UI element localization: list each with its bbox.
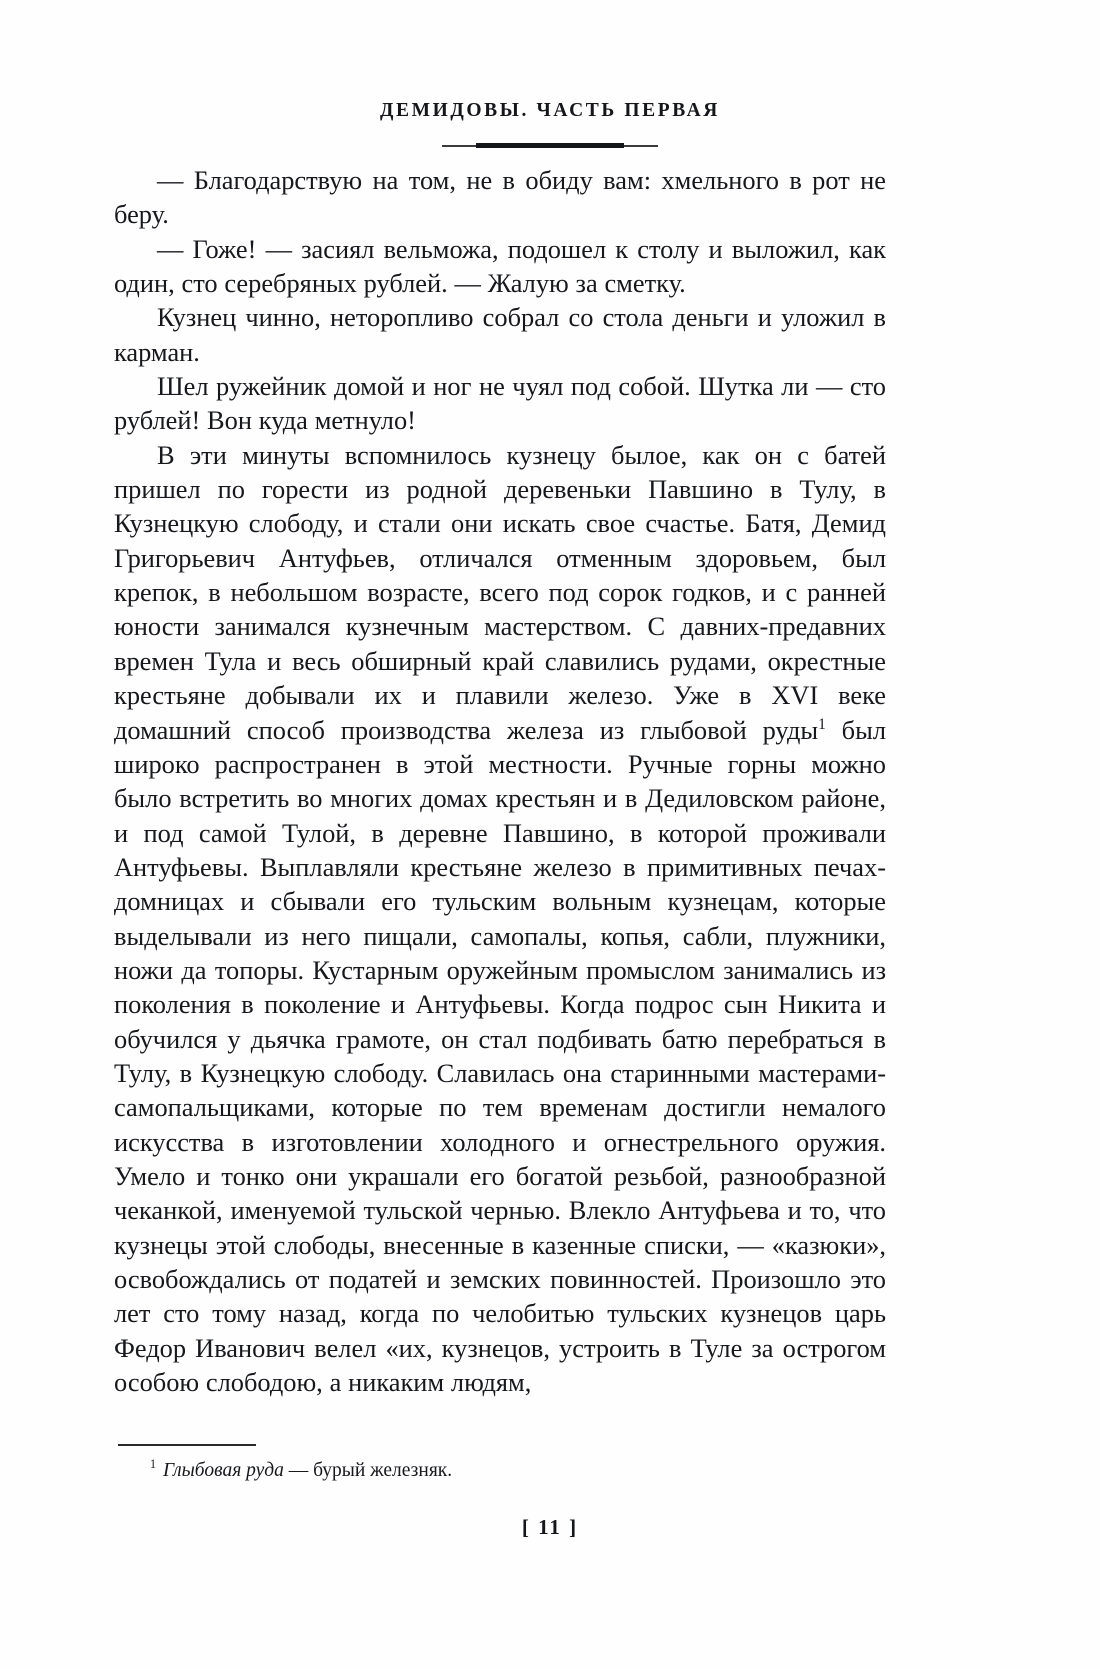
header-rule-thick-line bbox=[476, 143, 624, 148]
footnote-area bbox=[114, 1444, 886, 1484]
running-head bbox=[0, 100, 1100, 122]
paragraph-3: Кузнец чинно, неторопливо собрал со стола деньги и уложил в карман. bbox=[114, 302, 886, 367]
footnote-separator-rule bbox=[118, 1444, 256, 1446]
footnote-definition: — бурый железняк. bbox=[283, 1459, 453, 1481]
page-folio bbox=[0, 1515, 1100, 1540]
footnote-reference-marker[interactable]: 1 bbox=[818, 715, 826, 733]
body-text-block bbox=[114, 163, 886, 1399]
paragraph-4: Шел ружейник домой и ног не чуял под собой. Шутка ли — сто рублей! Вон куда метнуло! bbox=[114, 371, 886, 436]
paragraph-2: — Гоже! — засиял вельможа, подошел к столу и выложил, как один, сто серебряных рублей. — Жалую за сметку. bbox=[114, 233, 886, 299]
paragraph-5-with-footnote bbox=[114, 438, 886, 1400]
running-head-text: ДЕМИДОВЫ. ЧАСТЬ ПЕРВАЯ bbox=[380, 100, 720, 121]
paragraph-1: — Благодарствую на том, не в обиду вам: хмельного в рот не беру. bbox=[114, 165, 886, 230]
paragraph-5-text-after-footnote: был широко распространен в этой местности. Ручные горны можно было встретить во многих домах крестьян и в Дедиловском районе, и под самой Тулой, в деревне Павшино, в которой проживали Антуфьевы. Выплавляли крестьяне железо в примитивных печах-домницах и сбывали его тульским вольным кузнецам, которые выделывали из него пищали, самопалы, копья, сабли, плужники, ножи да топоры. Кустарным оружейным промыслом занимались из поколения в поколение и Антуфьевы. Когда подрос сын Никита и обучился у дьячка грамоте, он стал подбивать батю перебраться в Тулу, в Кузнецкую слободу. Славилась она старинными мастерами-самопальщиками, которые по тем временам достигли немалого искусства в изготовлении холодного и огнестрельного оружия. Умело и тонко они украшали его богатой резьбой, разнообразной чеканкой, именуемой тульской чернью. Влекло Антуфьева и то, что кузнецы этой слободы, внесенные в казенные списки, — «казюки», освобождались от податей и земских повинностей. Произошло это лет сто тому назад, когда по челобитью тульских кузнецов царь Федор Иванович велел «их, кузнецов, устроить в Туле за острогом особою слободою, а никаким людям, bbox=[114, 714, 886, 1398]
paragraph-5-text-before-footnote: В эти минуты вспомнилось кузнецу былое, как он с батей пришел по горести из родной деревеньки Павшино в Тулу, в Кузнецкую слободу, и стали они искать свое счастье. Батя, Демид Григорьевич Антуфьев, отличался отменным здоровьем, был крепок, в небольшом возрасте, всего под сорок годков, и с ранней юности занимался кузнечным мастерством. С давних-предавних времен Тула и весь обширный край славились рудами, окрестные крестьяне добывали их и плавили железо. Уже в XVI веке домашний способ производства железа из глыбовой руды bbox=[114, 439, 886, 745]
header-decorative-rule bbox=[442, 141, 658, 149]
page-number: [ 11 ] bbox=[521, 1515, 579, 1539]
footnote-entry bbox=[114, 1458, 886, 1484]
footnote-term: Глыбовая руда bbox=[163, 1459, 284, 1481]
footnote-number: 1 bbox=[150, 1457, 157, 1472]
